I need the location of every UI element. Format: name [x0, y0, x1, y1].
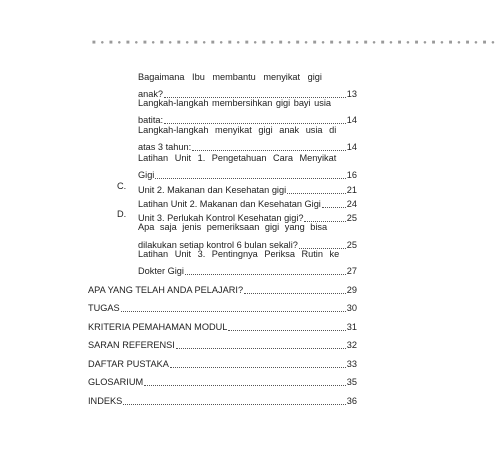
header-ornament: ■ ● ■ ● ■ ● ■ ● ■ ● ■ ● ■ ● ■ ● ■ ● ■ ● ■ ● ■ ● ■ ● ■ ● ■ ● ■ ● ■ ● ■ ● ■ ● ■ ● ■ ● ■ ● ■ ● ■ ●: [92, 40, 496, 46]
toc-section-label: APA YANG TELAH ANDA PELAJARI?: [88, 285, 244, 295]
toc-entry: [138, 111, 357, 125]
toc-entry-label: batita:: [138, 115, 164, 125]
dot-leader: [164, 112, 346, 124]
toc-section-label: INDEKS: [88, 396, 123, 406]
dot-leader: [144, 374, 346, 386]
toc-page-number: 36: [346, 396, 357, 406]
dot-leader: [123, 393, 346, 405]
toc-page-number: 14: [346, 142, 357, 152]
toc-entry: [138, 195, 357, 209]
toc-section-label: SARAN REFERENSI: [88, 340, 175, 350]
toc-entry: [138, 181, 357, 195]
toc-entry-line: Latihan Unit 3. Pentingnya Periksa Rutin ke: [138, 249, 340, 259]
toc-page-number: 32: [346, 340, 357, 350]
toc-page-number: 14: [346, 115, 357, 125]
dot-leader: [164, 86, 346, 98]
toc-page-number: 30: [346, 303, 357, 313]
toc-page-number: 25: [346, 240, 357, 250]
toc-entry-label: Unit 3. Perlukah Kontrol Kesehatan gigi?: [138, 213, 304, 223]
dot-leader: [176, 337, 346, 349]
toc-entry-label: anak?: [138, 89, 164, 99]
toc-entry-line: Apa saja jenis pemeriksaan gigi yang bisa: [138, 222, 328, 232]
toc-section-label: GLOSARIUM: [88, 377, 144, 387]
toc-section: [88, 355, 357, 369]
dot-leader: [155, 167, 345, 179]
toc-entry-line: Bagaimana Ibu membantu menyikat gigi: [138, 72, 322, 82]
toc-entry-label: atas 3 tahun:: [138, 142, 192, 152]
toc-entry-label: dilakukan setiap kontrol 6 bulan sekali?: [138, 240, 298, 250]
toc-page-number: 21: [346, 185, 357, 195]
toc-entry: [138, 262, 357, 276]
toc-page-number: 33: [346, 359, 357, 369]
toc-entry-label: Dokter Gigi: [138, 266, 184, 276]
toc-page-number: 29: [346, 285, 357, 295]
toc-section: [88, 299, 357, 313]
dot-leader: [244, 282, 346, 294]
toc-entry-line: Latihan Unit 1. Pengetahuan Cara Menyikat: [138, 153, 337, 163]
toc-section: [88, 392, 357, 406]
toc-entry: [138, 138, 357, 152]
toc-page-number: 13: [346, 89, 357, 99]
toc-section-label: TUGAS: [88, 303, 120, 313]
dot-leader: [287, 182, 346, 194]
toc-entry-line: Langkah-langkah menyikat gigi anak usia di: [138, 125, 337, 135]
section-marker-d: D.: [117, 209, 127, 219]
toc-entry-label: Unit 2. Makanan dan Kesehatan gigi: [138, 185, 287, 195]
toc-section: [88, 281, 357, 295]
toc-entry-label: Latihan Unit 2. Makanan dan Kesehatan Gigi: [138, 199, 321, 209]
toc-page-number: 24: [346, 199, 357, 209]
toc-section: [88, 318, 357, 332]
toc-section-label: KRITERIA PEMAHAMAN MODUL: [88, 322, 228, 332]
toc-page-number: 31: [346, 322, 357, 332]
toc-entry: [138, 209, 357, 223]
dot-leader: [304, 210, 345, 222]
toc-entry: [138, 166, 357, 180]
toc-entry-line: Langkah-langkah membersihkan gigi bayi usia: [138, 98, 331, 108]
toc-page-number: 25: [346, 213, 357, 223]
toc-page-number: 16: [346, 170, 357, 180]
dot-leader: [192, 139, 346, 151]
dot-leader: [170, 356, 346, 368]
toc-section-label: DAFTAR PUSTAKA: [88, 359, 169, 369]
toc-entry: [138, 236, 357, 250]
toc-entry-label: Gigi: [138, 170, 155, 180]
toc-section: [88, 373, 357, 387]
dot-leader: [121, 300, 346, 312]
section-marker-c: C.: [117, 181, 127, 191]
dot-leader: [228, 319, 345, 331]
toc-section: [88, 336, 357, 350]
dot-leader: [322, 196, 346, 208]
toc-page-number: 27: [346, 266, 357, 276]
toc-entry: [138, 85, 357, 99]
dot-leader: [299, 237, 346, 249]
toc-page-number: 35: [346, 377, 357, 387]
dot-leader: [185, 263, 346, 275]
